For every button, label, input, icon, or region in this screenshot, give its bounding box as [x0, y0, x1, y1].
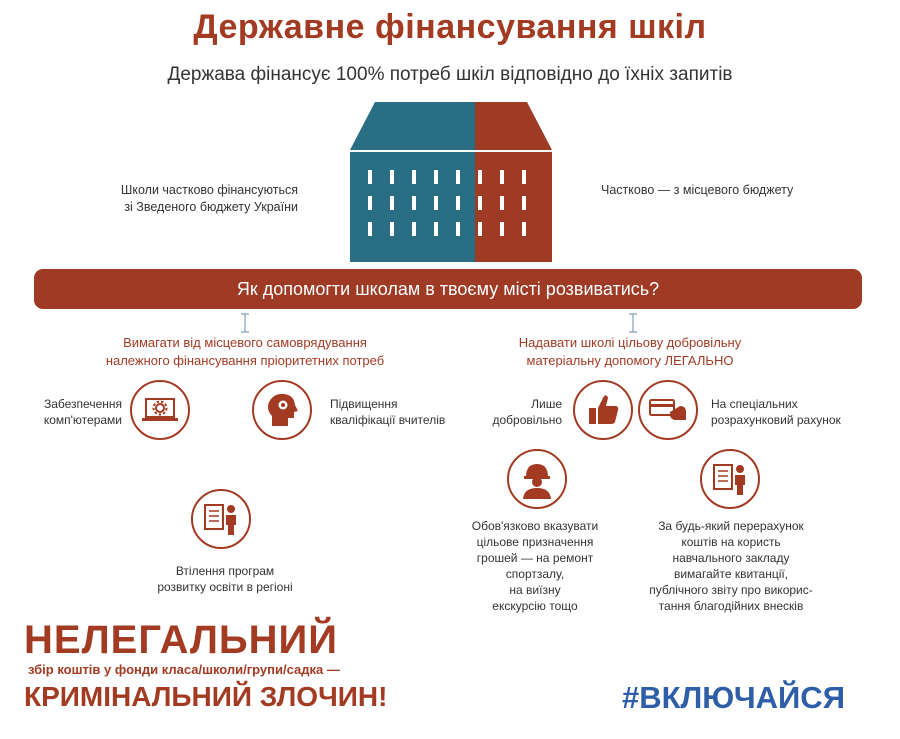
label-line: публічного звіту про викорис-	[649, 583, 813, 597]
illegal-heading: НЕЛЕГАЛЬНИЙ	[24, 618, 339, 662]
left-funding-note	[108, 182, 298, 216]
label-line: На спеціальних	[711, 397, 798, 411]
label-line: спортзалу,	[505, 567, 565, 581]
label-line: розвитку освіти в регіоні	[157, 580, 293, 594]
item-account-label	[711, 396, 861, 428]
school-building-illustration	[350, 102, 552, 262]
label-line: добровільно	[492, 413, 562, 427]
document-person-icon	[191, 489, 251, 549]
left-funding-note-line: зі Зведеного бюджету України	[124, 200, 298, 214]
item-voluntary-label	[470, 396, 562, 428]
right-funding-note: Частково — з місцевого бюджету	[601, 183, 794, 197]
thumbs-up-icon	[573, 380, 633, 440]
label-line: екскурсію тощо	[492, 599, 578, 613]
label-line: навчального закладу	[672, 551, 790, 565]
label-line: на виїзну	[509, 583, 561, 597]
laptop-gear-icon	[130, 380, 190, 440]
label-line: Підвищення	[330, 397, 398, 411]
left-branch-heading-line: належного фінансування пріоритетних потреб	[105, 353, 385, 368]
label-line: грошей — на ремонт	[476, 551, 594, 565]
label-line: тання благодійних внесків	[658, 599, 804, 613]
worker-icon	[507, 449, 567, 509]
item-receipts-label	[640, 518, 822, 614]
question-banner: Як допомогти школам в твоєму місті розвиватись?	[34, 269, 862, 309]
label-line: Втілення програм	[175, 564, 275, 578]
item-purpose-label	[460, 518, 610, 614]
label-line: Забезпечення	[43, 397, 122, 411]
label-line: кваліфікації вчителів	[330, 413, 446, 427]
campaign-hashtag: #ВКЛЮЧАЙСЯ	[622, 680, 845, 715]
left-branch-heading	[60, 334, 430, 370]
label-line: цільове призначення	[476, 535, 594, 549]
label-line: Лише	[531, 397, 562, 411]
document-person-icon	[700, 449, 760, 509]
label-line: вимагайте квитанції,	[673, 567, 789, 581]
head-gear-icon	[252, 380, 312, 440]
right-branch-heading-line: матеріальну допомогу ЛЕГАЛЬНО	[526, 353, 734, 368]
label-line: розрахунковий рахунок	[711, 413, 841, 427]
label-line: комп'ютерами	[43, 413, 122, 427]
right-branch-heading-line: Надавати школі цільову добровільну	[518, 335, 742, 350]
card-hand-icon	[638, 380, 698, 440]
illegal-subheading: збір коштів у фонди класа/школи/групи/садка —	[28, 662, 340, 677]
item-teachers-label	[330, 396, 470, 428]
item-computers-label	[30, 396, 122, 428]
label-line: Обов'язково вказувати	[471, 519, 599, 533]
right-branch-connector	[627, 313, 639, 333]
page-title: Державне фінансування шкіл	[193, 8, 707, 46]
right-branch-heading	[455, 334, 805, 370]
crime-heading: КРИМІНАЛЬНИЙ ЗЛОЧИН!	[24, 681, 388, 712]
school-building-icon	[350, 102, 552, 262]
left-funding-note-line: Школи частково фінансуються	[120, 183, 298, 197]
label-line: За будь-який перерахунок	[658, 519, 804, 533]
page-subtitle: Держава фінансує 100% потреб шкіл відповідно до їхніх запитів	[167, 64, 733, 85]
label-line: коштів на користь	[681, 535, 781, 549]
left-branch-connector	[239, 313, 251, 333]
item-programs-label	[140, 563, 310, 595]
left-branch-heading-line: Вимагати від місцевого самоврядування	[123, 335, 367, 350]
